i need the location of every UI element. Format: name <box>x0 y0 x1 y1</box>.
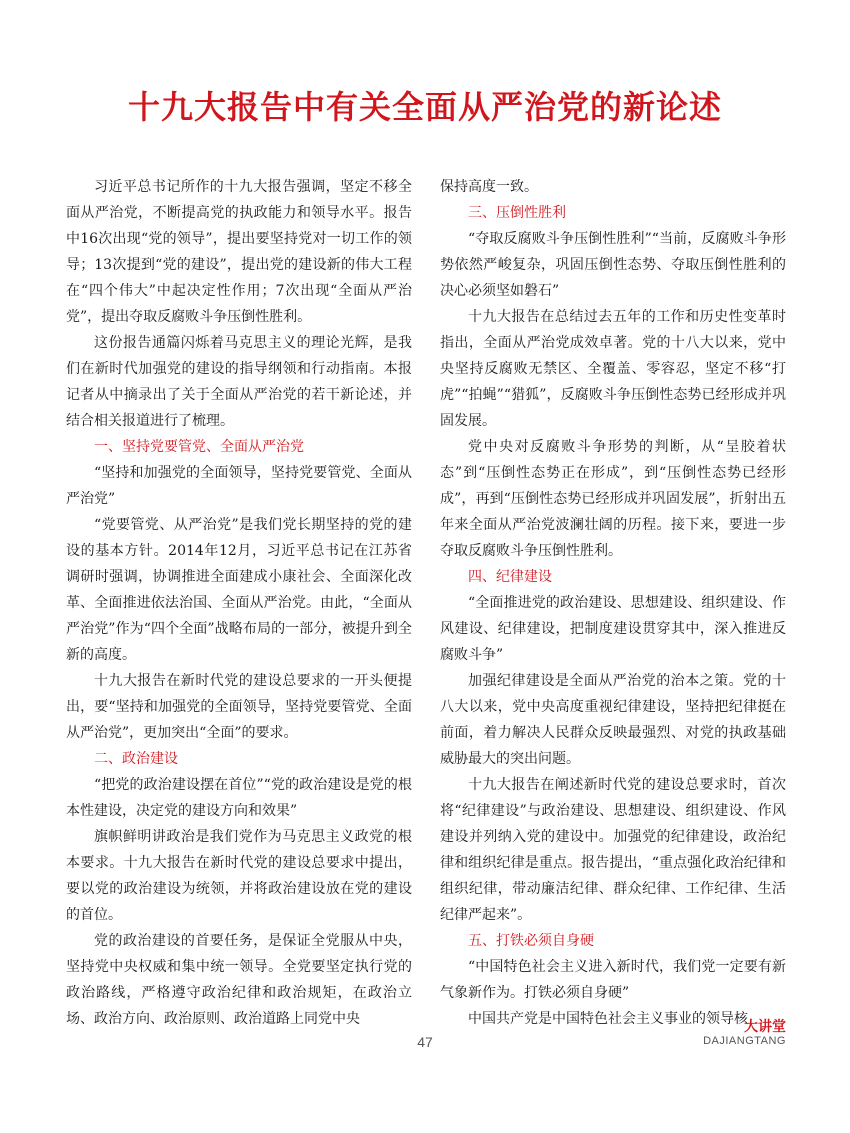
section-heading-4: 四、纪律建设 <box>468 569 552 585</box>
quote-1: “坚持和加强党的全面领导，坚持党要管党、全面从严治党” <box>66 465 412 507</box>
paragraph: 中国共产党是中国特色社会主义事业的领导核 <box>468 1011 748 1027</box>
section-heading-3: 三、压倒性胜利 <box>468 205 566 221</box>
right-column <box>440 174 786 1032</box>
intro-paragraph-2: 这份报告通篇闪烁着马克思主义的理论光辉，是我们在新时代加强党的建设的指导纲领和行动指南。本报记者从中摘录出了关于全面从严治党的若干新论述，并结合相关报道进行了梳理。 <box>66 335 412 429</box>
left-column <box>66 174 412 1032</box>
quote-2: “把党的政治建设摆在首位”“党的政治建设是党的根本性建设，决定党的建设方向和效果” <box>66 777 412 819</box>
article-title: 十九大报告中有关全面从严治党的新论述 <box>127 88 722 126</box>
paragraph: 旗帜鲜明讲政治是我们党作为马克思主义政党的根本要求。十九大报告在新时代党的建设总要求中提出，要以党的政治建设为统领，并将政治建设放在党的建设的首位。 <box>66 829 412 923</box>
intro-paragraph-1: 习近平总书记所作的十九大报告强调，坚定不移全面从严治党，不断提高党的执政能力和领导水平。报告中16次出现“党的领导”，提出要坚持党对一切工作的领导；13次提到“党的建设”，提出党的建设新的伟大工程在“四个伟大”中起决定性作用；7次出现“全面从严治党”，提出夺取反腐败斗争压倒性胜利。 <box>66 179 412 325</box>
continued-paragraph: 保持高度一致。 <box>440 179 538 195</box>
paragraph: 党的政治建设的首要任务，是保证全党服从中央，坚持党中央权威和集中统一领导。全党要坚定执行党的政治路线，严格遵守政治纪律和政治规矩，在政治立场、政治方向、政治原则、政治道路上同党中央 <box>66 933 412 1027</box>
section-heading-2: 二、政治建设 <box>94 751 178 767</box>
quote-4: “全面推进党的政治建设、思想建设、组织建设、作风建设、纪律建设，把制度建设贯穿其中，深入推进反腐败斗争” <box>440 595 786 663</box>
quote-3: “夺取反腐败斗争压倒性胜利”“当前，反腐败斗争形势依然严峻复杂，巩固压倒性态势、夺取压倒性胜利的决心必须坚如磐石” <box>440 231 786 299</box>
paragraph: 加强纪律建设是全面从严治党的治本之策。党的十八大以来，党中央高度重视纪律建设，坚持把纪律挺在前面，着力解决人民群众反映最强烈、对党的执政基础威胁最大的突出问题。 <box>440 673 786 767</box>
paragraph: 十九大报告在新时代党的建设总要求的一开头便提出，要“坚持和加强党的全面领导，坚持党要管党、全面从严治党”，更加突出“全面”的要求。 <box>66 673 412 741</box>
paragraph: “党要管党、从严治党”是我们党长期坚持的党的建设的基本方针。2014年12月，习近平总书记在江苏省调研时强调，协调推进全面建成小康社会、全面深化改革、全面推进依法治国、全面从严治党。由此，“全面从严治党”作为“四个全面”战略布局的一部分，被提升到全新的高度。 <box>66 517 412 663</box>
brand-name-en: DAJIANGTANG <box>703 1035 786 1047</box>
quote-5: “中国特色社会主义进入新时代，我们党一定要有新气象新作为。打铁必须自身硬” <box>440 959 786 1001</box>
paragraph: 十九大报告在阐述新时代党的建设总要求时，首次将“纪律建设”与政治建设、思想建设、组织建设、作风建设并列纳入党的建设中。加强党的纪律建设，政治纪律和组织纪律是重点。报告提出，“重点强化政治纪律和组织纪律，带动廉洁纪律、群众纪律、工作纪律、生活纪律严起来”。 <box>440 777 786 923</box>
section-heading-1: 一、坚持党要管党、全面从严治党 <box>94 439 304 455</box>
page-number: 47 <box>417 1034 433 1050</box>
section-heading-5: 五、打铁必须自身硬 <box>468 933 594 949</box>
paragraph: 党中央对反腐败斗争形势的判断，从“呈胶着状态”到“压倒性态势正在形成”，到“压倒性态势已经形成”，再到“压倒性态势已经形成并巩固发展”，折射出五年来全面从严治党波澜壮阔的历程。接下来，要进一步夺取反腐败斗争压倒性胜利。 <box>440 439 786 559</box>
brand-logo <box>703 1018 786 1048</box>
paragraph: 十九大报告在总结过去五年的工作和历史性变革时指出，全面从严治党成效卓著。党的十八大以来，党中央坚持反腐败无禁区、全覆盖、零容忍，坚定不移“打虎”“拍蝇”“猎狐”，反腐败斗争压倒性态势已经形成并巩固发展。 <box>440 309 786 429</box>
brand-name-cn: 大讲堂 <box>744 1018 786 1034</box>
